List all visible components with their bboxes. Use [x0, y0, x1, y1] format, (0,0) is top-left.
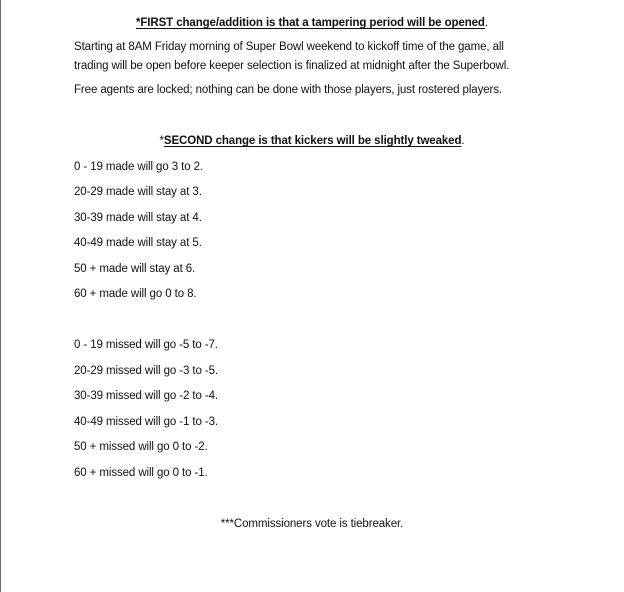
- missed-rule-0-19: 0 - 19 missed will go -5 to -7.: [74, 339, 218, 351]
- section2-heading-asterisk: *: [159, 135, 164, 147]
- missed-rule-30-39: 30-39 missed will go -2 to -4.: [74, 390, 219, 402]
- made-rule-50-plus: 50 + made will stay at 6.: [74, 263, 196, 275]
- missed-rule-60-plus: 60 + missed will go 0 to -1.: [74, 467, 208, 479]
- made-rule-60-plus: 60 + made will go 0 to 8.: [74, 288, 197, 300]
- page-left-edge: [0, 0, 1, 592]
- section2-heading-period: .: [461, 135, 465, 147]
- made-rule-30-39: 30-39 made will stay at 4.: [74, 212, 202, 224]
- footer-note: ***Commissioners vote is tiebreaker.: [220, 518, 404, 530]
- section1-paragraph1-line1: Starting at 8AM Friday morning of Super Bowl weekend to kickoff time of the game, all: [74, 41, 504, 53]
- missed-rule-50-plus: 50 + missed will go 0 to -2.: [74, 441, 208, 453]
- section2-heading: [74, 132, 550, 151]
- section1-heading-period: .: [484, 17, 488, 29]
- section1-heading-text: *FIRST change/addition is that a tampering period will be opened: [136, 17, 485, 29]
- missed-rule-20-29: 20-29 missed will go -3 to -5.: [74, 365, 219, 377]
- section2-heading-text: SECOND change is that kickers will be slightly tweaked: [163, 135, 462, 147]
- section1-heading: [74, 14, 550, 33]
- missed-rule-40-49: 40-49 missed will go -1 to -3.: [74, 416, 219, 428]
- made-rule-40-49: 40-49 made will stay at 5.: [74, 237, 202, 249]
- section1-paragraph1-line2: trading will be open before keeper selection is finalized at midnight after the Superbowl.: [74, 60, 510, 72]
- section1-paragraph2: Free agents are locked; nothing can be done with those players, just rostered players.: [74, 84, 503, 96]
- made-rule-20-29: 20-29 made will stay at 3.: [74, 186, 202, 198]
- made-rule-0-19: 0 - 19 made will go 3 to 2.: [74, 161, 203, 173]
